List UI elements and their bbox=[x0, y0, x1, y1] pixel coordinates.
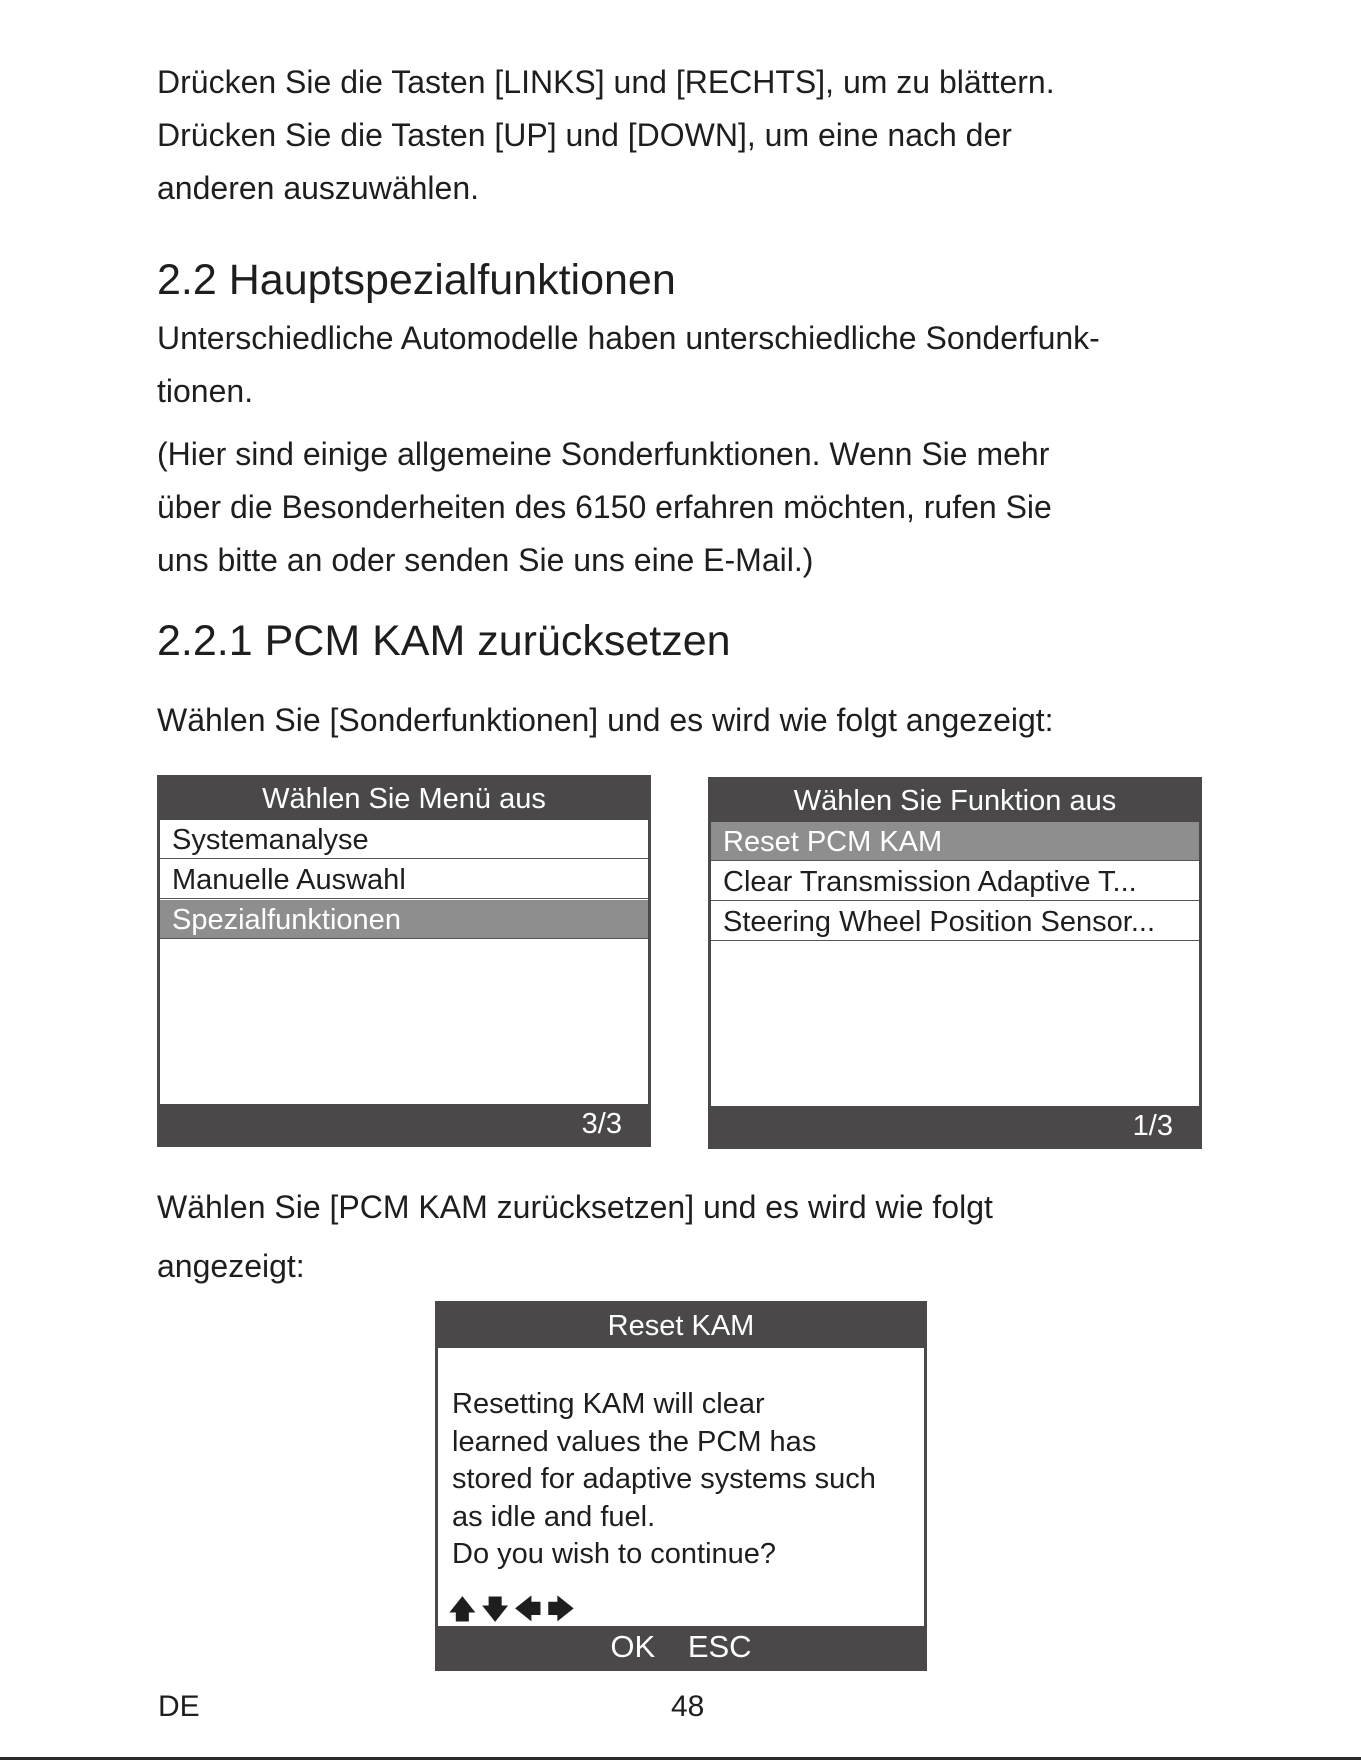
intro-line-1: Drücken Sie die Tasten [LINKS] und [RECHTS], um zu blättern. bbox=[157, 64, 1055, 100]
menu-screen-title: Wählen Sie Menü aus bbox=[160, 778, 648, 820]
footer-language: DE bbox=[158, 1690, 200, 1723]
section-paragraph-2 bbox=[157, 428, 1237, 587]
section-paragraph-1 bbox=[157, 312, 1237, 418]
menu-item-systemanalyse[interactable]: Systemanalyse bbox=[160, 820, 648, 859]
menu-item-spezialfunktionen[interactable]: Spezialfunktionen bbox=[160, 900, 648, 939]
instruction-2-block bbox=[157, 1181, 1237, 1293]
menu-screen-page-indicator: 3/3 bbox=[160, 1104, 648, 1144]
instruction-1-block bbox=[157, 694, 1237, 747]
section-para2-line-2: über die Besonderheiten des 6150 erfahren möchten, rufen Sie bbox=[157, 489, 1052, 525]
function-screen-title: Wählen Sie Funktion aus bbox=[711, 780, 1199, 822]
subsection-heading-block bbox=[157, 615, 1237, 667]
intro-paragraph bbox=[157, 56, 1237, 215]
function-item-steering-wheel[interactable]: Steering Wheel Position Sensor... bbox=[711, 902, 1199, 941]
intro-line-3: anderen auszuwählen. bbox=[157, 170, 480, 206]
esc-button[interactable]: ESC bbox=[687, 1629, 752, 1664]
intro-line-2: Drücken Sie die Tasten [UP] und [DOWN], um eine nach der bbox=[157, 117, 1012, 153]
menu-item-manuelle-auswahl[interactable]: Manuelle Auswahl bbox=[160, 860, 648, 899]
section-heading: 2.2 Hauptspezialfunktionen bbox=[157, 256, 676, 304]
section-para1-line-1: Unterschiedliche Automodelle haben unterschiedliche Sonderfunk- bbox=[157, 320, 1100, 356]
instruction-2-line-2: angezeigt: bbox=[157, 1248, 305, 1284]
section-para1-line-2: tionen. bbox=[157, 373, 254, 409]
instruction-2-line-1: Wählen Sie [PCM KAM zurücksetzen] und es wird wie folgt bbox=[157, 1189, 993, 1225]
dialog-title: Reset KAM bbox=[438, 1304, 924, 1348]
footer-page-number: 48 bbox=[671, 1690, 705, 1723]
bottom-divider bbox=[0, 1757, 1361, 1760]
function-screen bbox=[708, 777, 1202, 1149]
section-para2-line-1: (Hier sind einige allgemeine Sonderfunktionen. Wenn Sie mehr bbox=[157, 436, 1050, 472]
section-heading-block bbox=[157, 254, 1237, 306]
navigation-arrows-icon: 🡅🡇🡄🡆 bbox=[449, 1594, 581, 1624]
dialog-message: Resetting KAM will clear learned values the PCM has stored for adaptive systems such as idle and fuel. Do you wish to continue? bbox=[452, 1388, 876, 1570]
section-para2-line-3: uns bitte an oder senden Sie uns eine E-Mail.) bbox=[157, 542, 814, 578]
ok-button[interactable]: OK bbox=[610, 1629, 656, 1664]
instruction-1: Wählen Sie [Sonderfunktionen] und es wird wie folgt angezeigt: bbox=[157, 702, 1054, 738]
function-screen-page-indicator: 1/3 bbox=[711, 1106, 1199, 1146]
function-item-reset-pcm-kam[interactable]: Reset PCM KAM bbox=[711, 822, 1199, 861]
menu-screen bbox=[157, 775, 651, 1147]
subsection-heading: 2.2.1 PCM KAM zurücksetzen bbox=[157, 617, 731, 665]
function-item-clear-transmission[interactable]: Clear Transmission Adaptive T... bbox=[711, 862, 1199, 901]
